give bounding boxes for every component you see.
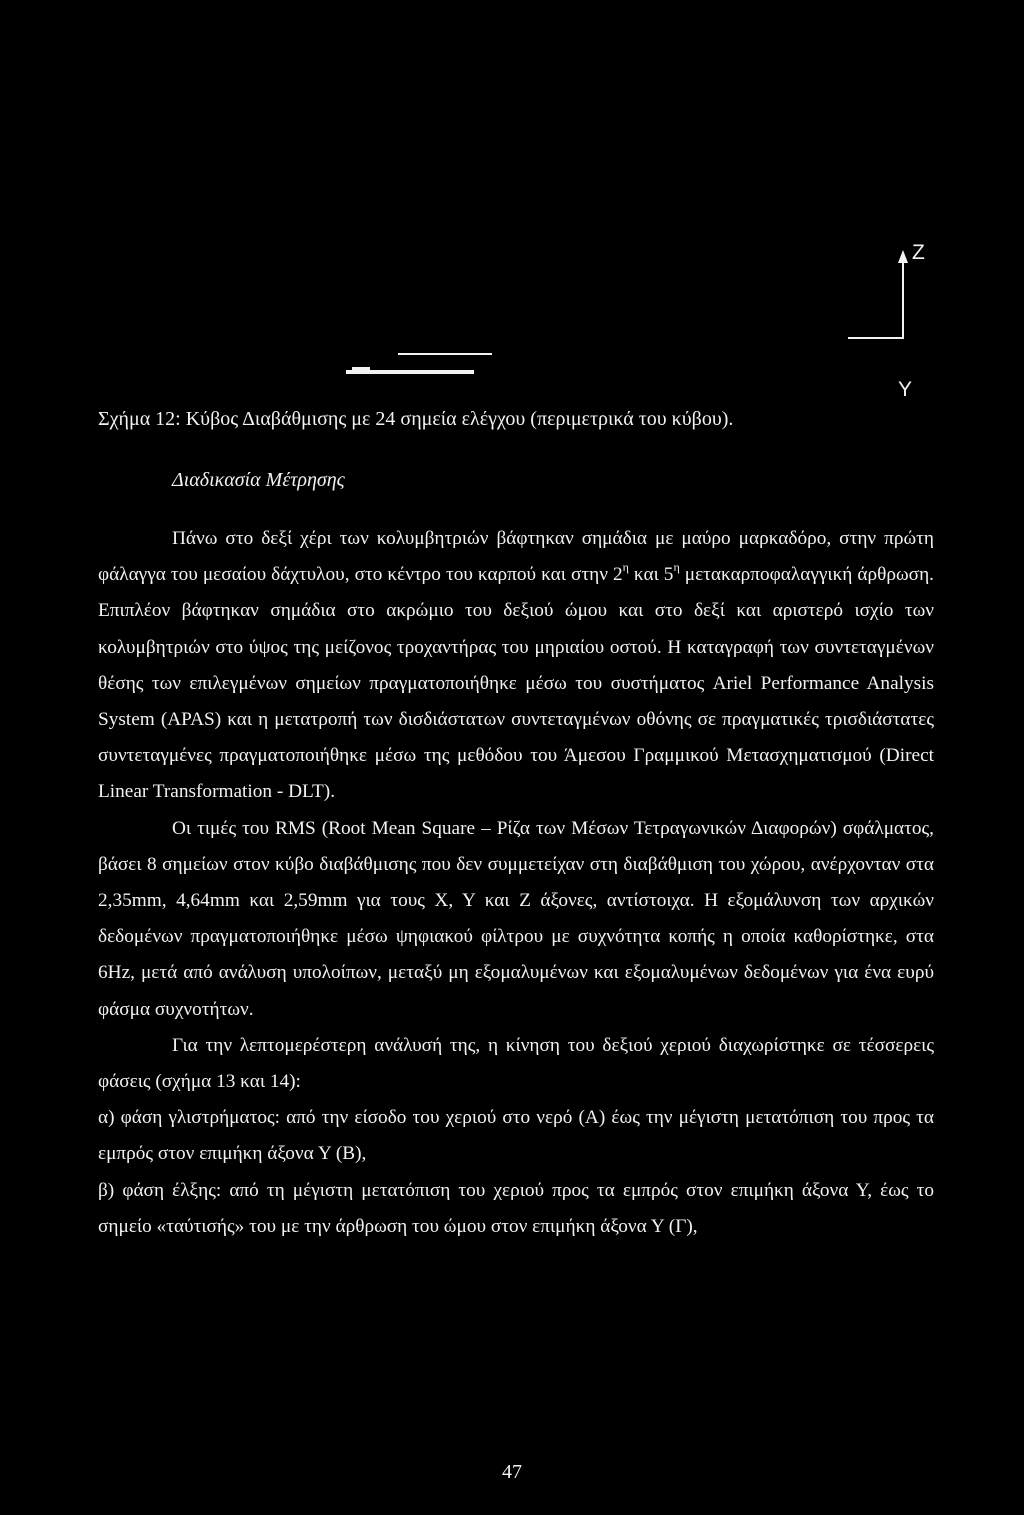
body-text bbox=[98, 521, 934, 1245]
paragraph-1-text-c: μετακαρποφαλαγγική άρθρωση. Επιπλέον βάφτηκαν σημάδια στο ακρώμιο του δεξιού ώμου και στο δεξί και αριστερό ισχίο των κολυμβητριών στο ύψος της μείζονος τροχαντήρας του μηριαίου οστού. Η καταγραφή των συντεταγμένων θέσης των επιλεγμένων σημείων πραγματοποιήθηκε μέσω του συστήματος Ariel Performance Analysis System (APAS) και η μετατροπή των δισδιάστατων συντεταγμένων οθόνης σε πραγματικές τρισδιάστατες συντεταγμένες πραγματοποιήθηκε μέσω της μεθόδου του Άμεσου Γραμμικού Μετασχηματισμού (Direct Linear Transformation - DLT). bbox=[98, 564, 934, 803]
figure-drawing bbox=[0, 0, 1024, 440]
paragraph-2: Οι τιμές του RMS (Root Mean Square – Ρίζα των Μέσων Τετραγωνικών Διαφορών) σφάλματος, βάσει 8 σημείων στον κύβο διαβάθμισης που δεν συμμετείχαν στη διαβάθμιση του χώρου, ανέρχονταν στα 2,35mm, 4,64mm και 2,59mm για τους Χ, Υ και Ζ άξονες, αντίστοιχα. Η εξομάλυνση των αρχικών δεδομένων πραγματοποιήθηκε μέσω ψηφιακού φίλτρου με συχνότητα κοπής η οποία καθορίστηκε, στα 6Hz, μετά από ανάλυση υπολοίπων, μεταξύ μη εξομαλυμένων και εξομαλυμένων δεδομένων για ένα ευρύ φάσμα συχνοτήτων. bbox=[98, 817, 934, 1020]
paragraph-1-text-a: Πάνω στο δεξί χέρι των κολυμβητριών βάφτηκαν σημάδια με μαύρο μαρκαδόρο, στην πρώτη φάλαγγα του μεσαίου δάχτυλου, στο κέντρο του καρπού και στην 2 bbox=[98, 528, 934, 586]
paragraph-3: Για την λεπτομερέστερη ανάλυσή της, η κίνηση του δεξιού χεριού διαχωρίστηκε σε τέσσερεις φάσεις (σχήμα 13 και 14): bbox=[98, 1034, 934, 1093]
y-axis-label: Y bbox=[898, 378, 913, 401]
z-axis-label: Z bbox=[912, 241, 925, 264]
superscript-eta-1: η bbox=[622, 560, 629, 575]
superscript-eta-2: η bbox=[673, 560, 680, 575]
paragraph-4: α) φάση γλιστρήματος: από την είσοδο του χεριού στο νερό (Α) έως την μέγιστη μετατόπιση του προς τα εμπρός στον επιμήκη άξονα Υ (Β), bbox=[98, 1107, 934, 1165]
section-title: Διαδικασία Μέτρησης bbox=[172, 469, 345, 491]
figure-caption: Σχήμα 12: Κύβος Διαβάθμισης με 24 σημεία ελέγχου (περιμετρικά του κύβου). bbox=[98, 408, 734, 430]
paragraph-1-text-b: και 5 bbox=[628, 564, 674, 586]
z-axis-arrowhead bbox=[898, 250, 908, 263]
cube-edge-notch bbox=[352, 367, 370, 370]
paragraph-5: β) φάση έλξης: από τη μέγιστη μετατόπιση του χεριού προς τα εμπρός στον επιμήκη άξονα Υ, έως το σημείο «ταύτισής» του με την άρθρωση του ώμου στον επιμήκη άξονα Υ (Γ), bbox=[98, 1179, 934, 1237]
cube-edge-lower bbox=[346, 370, 474, 374]
calibration-cube-figure bbox=[0, 0, 1024, 440]
page-number: 47 bbox=[502, 1461, 522, 1483]
paragraph-1 bbox=[98, 521, 934, 811]
